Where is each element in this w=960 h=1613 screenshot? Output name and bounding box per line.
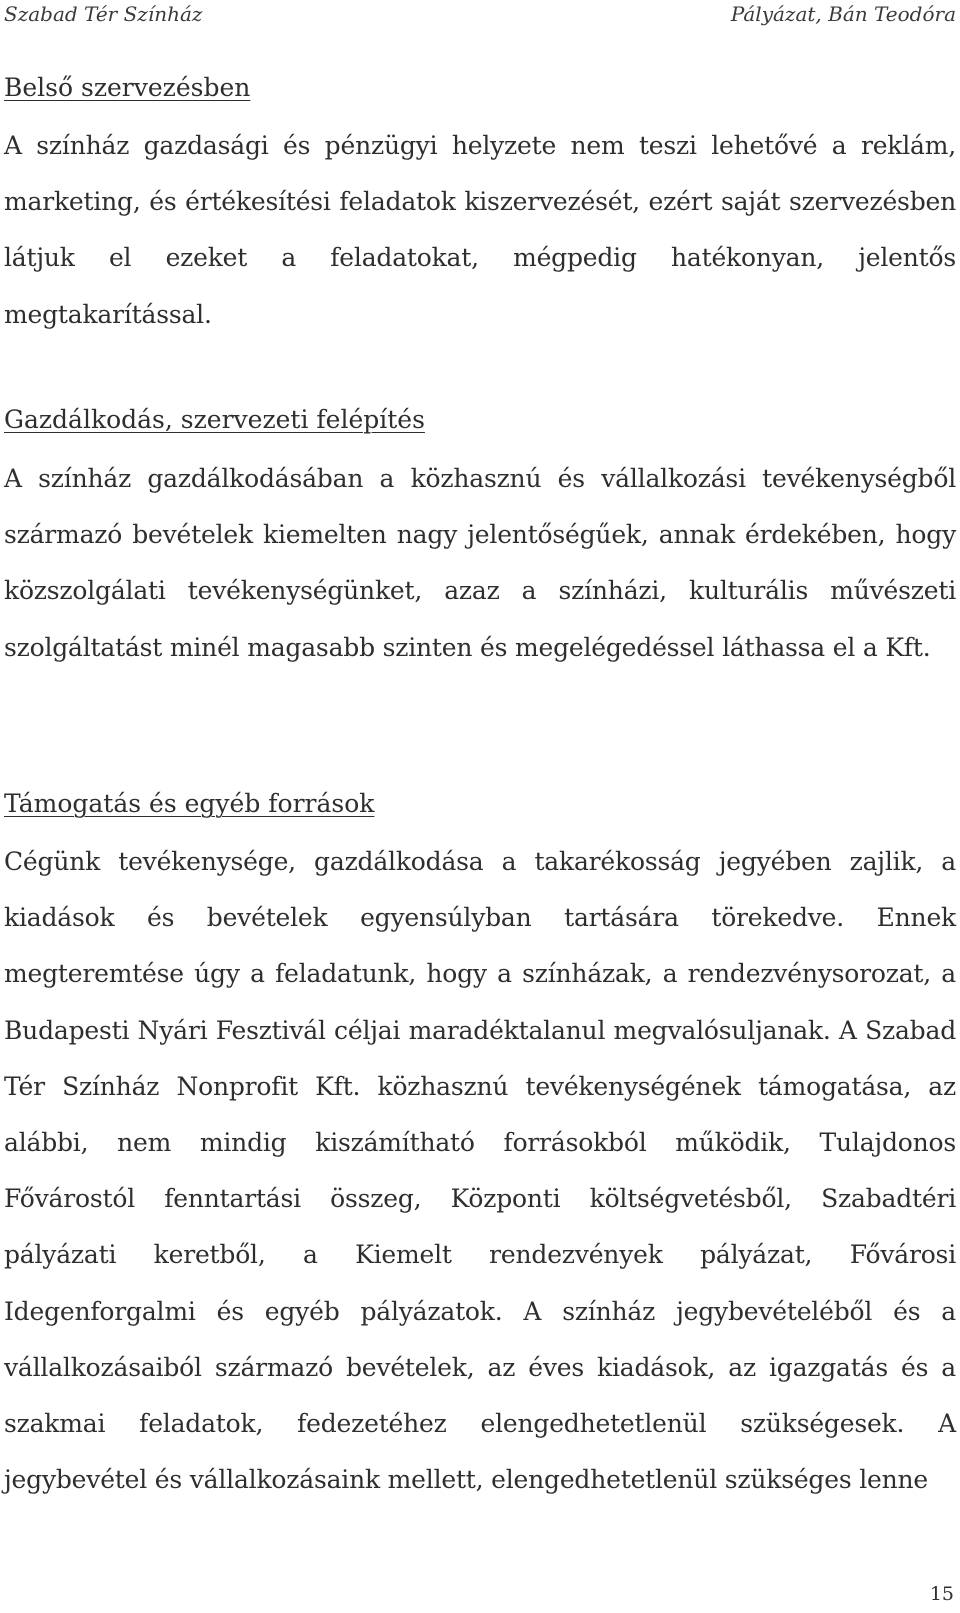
- section-paragraph-internal-organization: A színház gazdasági és pénzügyi helyzete nem teszi lehetővé a reklám, marketing, és értékesítési feladatok kiszervezését, ezért saját szervezésben látjuk el ezeket a feladatokat, mégpedig hatékonyan, jelentős megtakarítással.: [4, 131, 956, 329]
- section-title-support-sources: Támogatás és egyéb források: [4, 789, 375, 818]
- page-number: 15: [929, 1583, 954, 1605]
- header-document-author: Pályázat, Bán Teodóra: [730, 2, 956, 26]
- section-paragraph-management-structure: A színház gazdálkodásában a közhasznú és vállalkozási tevékenységből származó bevételek kiemelten nagy jelentőségűek, annak érdekében, hogy közszolgálati tevékenységünket, azaz a színházi, kulturális művészeti szolgáltatást minél magasabb szinten és megelégedéssel láthassa el a Kft.: [4, 464, 956, 662]
- section-title-management-structure: Gazdálkodás, szervezeti felépítés: [4, 405, 425, 434]
- page-header: [4, 0, 956, 30]
- section-paragraph-support-sources: Cégünk tevékenysége, gazdálkodása a takarékosság jegyében zajlik, a kiadások és bevételek egyensúlyban tartására törekedve. Ennek megteremtése úgy a feladatunk, hogy a színházak, a rendezvénysorozat, a Budapesti Nyári Fesztivál céljai maradéktalanul megvalósuljanak. A Szabad Tér Színház Nonprofit Kft. közhasznú tevékenységének támogatása, az alábbi, nem mindig kiszámítható forrásokból működik, Tulajdonos Fővárostól fenntartási összeg, Központi költségvetésből, Szabadtéri pályázati keretből, a Kiemelt rendezvények pályázat, Fővárosi Idegenforgalmi és egyéb pályázatok. A színház jegybevételéből és a vállalkozásaiból származó bevételek, az éves kiadások, az igazgatás és a szakmai feladatok, fedezetéhez elengedhetetlenül szükségesek. A jegybevétel és vállalkozásaink mellett, elengedhetetlenül szükséges lenne: [4, 847, 956, 1495]
- section-title-internal-organization: Belső szervezésben: [4, 73, 251, 102]
- header-theater-name: Szabad Tér Színház: [4, 2, 203, 26]
